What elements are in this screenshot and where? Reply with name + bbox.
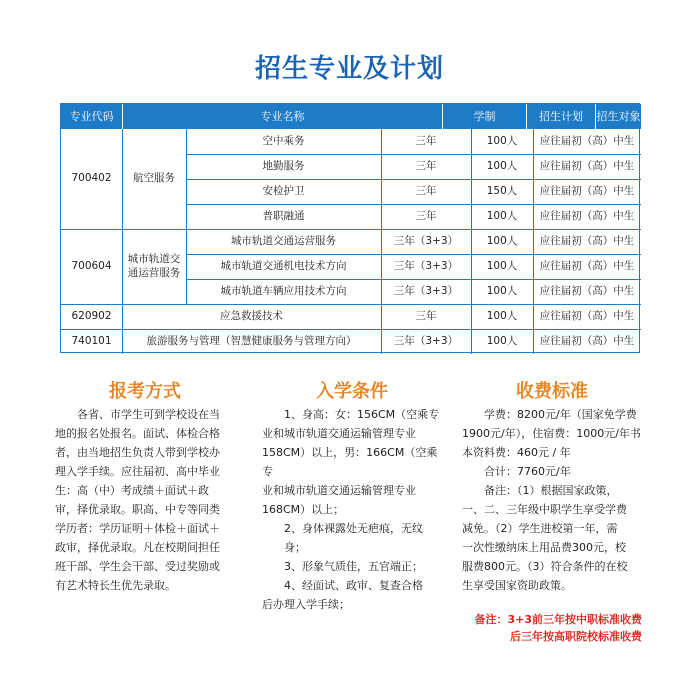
text-line: 减免。（2）学生进校第一年，需 bbox=[462, 522, 618, 535]
target-cell: 应往届初（高）中生 bbox=[539, 134, 635, 147]
text-line: 3、形象气质佳，五官端正； bbox=[284, 560, 423, 573]
header-name: 专业名称 bbox=[122, 104, 442, 129]
target-cell: 应往届初（高）中生 bbox=[539, 334, 635, 347]
major-name: 旅游服务与管理（智慧健康服务与管理方向） bbox=[146, 334, 357, 347]
duration-cell: 三年（3+3） bbox=[393, 259, 459, 272]
text-line: 审，择优录取。职高、中专等同类 bbox=[55, 503, 220, 516]
header-plan: 招生计划 bbox=[526, 104, 595, 129]
text-line: 政审，择优录取。凡在校期间担任 bbox=[55, 541, 220, 554]
plan-cell: 100人 bbox=[486, 284, 518, 297]
text-line: 1、身高：女：156CM（空乘专 bbox=[284, 408, 440, 421]
plan-cell: 100人 bbox=[486, 334, 518, 347]
duration-cell: 三年（3+3） bbox=[393, 284, 459, 297]
code-cell: 700402 bbox=[71, 172, 112, 185]
text-line: 者，由当地招生负责人带到学校办 bbox=[55, 446, 220, 459]
text-line: 生享受国家资助政策。 bbox=[462, 579, 572, 592]
code-cell: 740101 bbox=[71, 334, 112, 347]
text-line: 2、身体裸露处无疤痕，无纹身； bbox=[284, 522, 423, 554]
text-line: 有艺术特长生优先录取。 bbox=[55, 579, 176, 592]
plan-cell: 100人 bbox=[486, 209, 518, 222]
duration-cell: 三年 bbox=[415, 309, 437, 322]
major-name: 城市轨道交通机电技术方向 bbox=[220, 259, 347, 272]
major-name: 空中乘务 bbox=[262, 134, 305, 147]
header-duration: 学制 bbox=[442, 104, 526, 129]
text-line: 1900元/年），住宿费：1000元/年书 bbox=[462, 427, 641, 440]
plan-cell: 150人 bbox=[486, 184, 518, 197]
header-target: 招生对象 bbox=[595, 104, 641, 129]
duration-cell: 三年 bbox=[415, 184, 437, 197]
text-line: 一次性缴纳床上用品费300元，校 bbox=[462, 541, 626, 554]
major-name: 应急救援技术 bbox=[220, 309, 283, 322]
header-code: 专业代码 bbox=[69, 110, 114, 123]
fee-note bbox=[420, 611, 642, 645]
text-line: 生：高（中）考成绩＋面试＋政 bbox=[55, 484, 209, 497]
duration-cell: 三年 bbox=[415, 209, 437, 222]
plan-cell: 100人 bbox=[486, 259, 518, 272]
note-line: 备注：3+3前三年按中职标准收费 bbox=[474, 613, 642, 626]
text-line: 4、经面试、政审、复查合格 bbox=[284, 579, 423, 592]
text-line: 业和城市轨道交通运输管理专业 bbox=[262, 427, 416, 440]
major-name: 普职融通 bbox=[262, 209, 305, 222]
section-title-apply: 报考方式 bbox=[109, 381, 181, 402]
text-line: 合计：7760元/年 bbox=[484, 465, 571, 478]
plan-cell: 100人 bbox=[486, 134, 518, 147]
text-line: 一、二、三年级中职学生享受学费 bbox=[462, 503, 627, 516]
code-cell: 700604 bbox=[71, 259, 112, 272]
text-line: 后办理入学手续； bbox=[262, 598, 350, 611]
fees-text bbox=[462, 405, 647, 595]
target-cell: 应往届初（高）中生 bbox=[539, 234, 635, 247]
text-line: 168CM）以上； bbox=[262, 503, 345, 516]
page-title: 招生专业及计划 bbox=[254, 54, 444, 84]
enrollment-table bbox=[60, 103, 640, 353]
text-line: 地的报名处报名。面试、体检合格 bbox=[55, 427, 220, 440]
text-line: 各省、市学生可到学校设在当 bbox=[77, 408, 220, 421]
target-cell: 应往届初（高）中生 bbox=[539, 284, 635, 297]
text-line: 本资料费：460元 / 年 bbox=[462, 446, 571, 459]
text-line: 理入学手续。应往届初、高中毕业 bbox=[55, 465, 220, 478]
text-line: 班干部、学生会干部、受过奖励或 bbox=[55, 560, 220, 573]
text-line: 服费800元。（3）符合条件的在校 bbox=[462, 560, 628, 573]
apply-text bbox=[55, 405, 240, 595]
major-name: 城市轨道车辆应用技术方向 bbox=[220, 284, 347, 297]
target-cell: 应往届初（高）中生 bbox=[539, 159, 635, 172]
text-line: 学费：8200元/年（国家免学费 bbox=[484, 408, 637, 421]
table-header bbox=[61, 104, 641, 129]
duration-cell: 三年 bbox=[415, 159, 437, 172]
plan-cell: 100人 bbox=[486, 309, 518, 322]
text-line: 158CM）以上，男：166CM（空乘专 bbox=[262, 446, 438, 478]
target-cell: 应往届初（高）中生 bbox=[539, 184, 635, 197]
duration-cell: 三年（3+3） bbox=[393, 234, 459, 247]
category-cell: 航空服务 bbox=[133, 172, 175, 185]
target-cell: 应往届初（高）中生 bbox=[539, 259, 635, 272]
admission-text bbox=[262, 405, 442, 614]
text-line: 学历者：学历证明＋体检＋面试＋ bbox=[55, 522, 220, 535]
major-name: 城市轨道交通运营服务 bbox=[231, 234, 336, 247]
category-cell: 城市轨道交通运营服务 bbox=[127, 253, 181, 279]
plan-cell: 100人 bbox=[486, 234, 518, 247]
major-name: 地勤服务 bbox=[262, 159, 305, 172]
section-title-admission: 入学条件 bbox=[316, 381, 388, 402]
section-title-fees: 收费标准 bbox=[516, 381, 588, 402]
duration-cell: 三年 bbox=[415, 134, 437, 147]
code-cell: 620902 bbox=[71, 309, 112, 322]
text-line: 备注：（1）根据国家政策， bbox=[484, 484, 618, 497]
target-cell: 应往届初（高）中生 bbox=[539, 209, 635, 222]
major-name: 安检护卫 bbox=[262, 184, 305, 197]
text-line: 业和城市轨道交通运输管理专业 bbox=[262, 484, 416, 497]
duration-cell: 三年（3+3） bbox=[393, 334, 459, 347]
note-line: 后三年按高职院校标准收费 bbox=[510, 630, 642, 643]
target-cell: 应往届初（高）中生 bbox=[539, 309, 635, 322]
plan-cell: 100人 bbox=[486, 159, 518, 172]
